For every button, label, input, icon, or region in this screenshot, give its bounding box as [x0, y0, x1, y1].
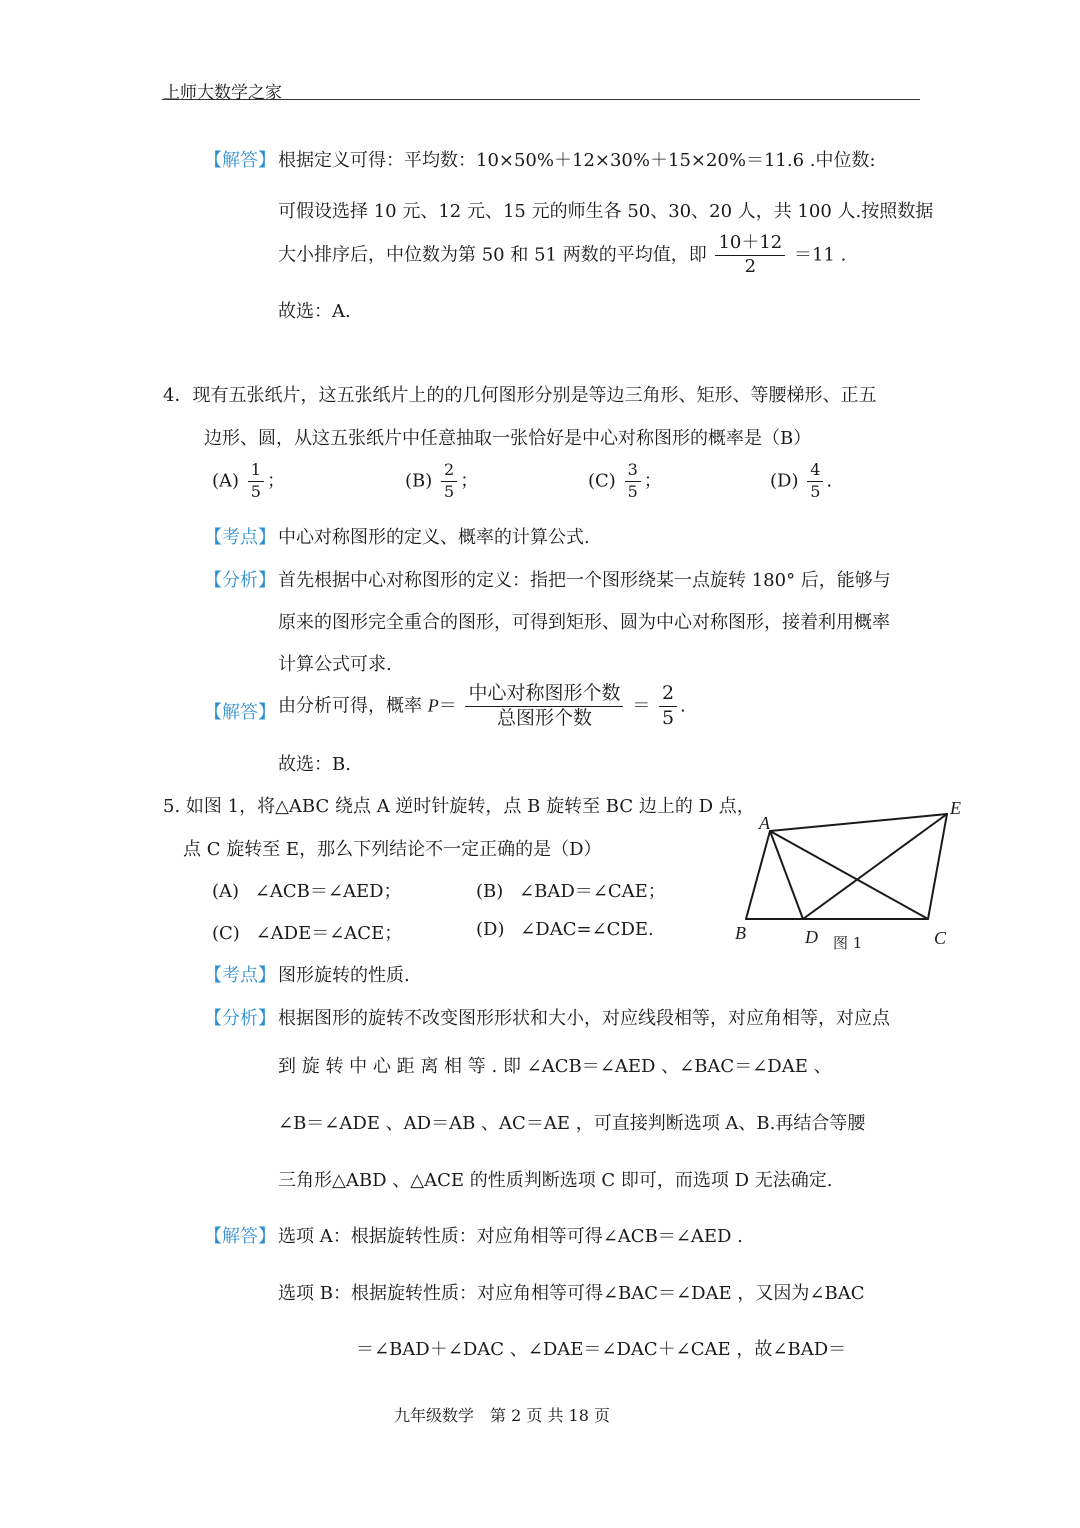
q4-option-d	[770, 462, 832, 501]
q5-option-a-text: ∠ACB＝∠AED；	[254, 881, 402, 902]
q4-option-a-den: 5	[250, 481, 261, 501]
q4-option-b-fraction	[441, 462, 457, 501]
q4-analysis-line2: 原来的图形完全重合的图形，可得到矩形、圆为中心对称图形，接着利用概率	[278, 612, 890, 633]
q4-option-a-label: (A)	[212, 470, 240, 492]
q5-option-a-label: (A)	[212, 881, 240, 902]
q4-answer-p-symbol: P	[427, 695, 439, 716]
q3-answer-tag: 【解答】	[204, 150, 276, 171]
q4-option-a	[212, 462, 285, 501]
q4-option-d-den: 5	[810, 481, 821, 501]
q3-answer-line1: 根据定义可得：平均数：10×50%＋12×30%＋15×20%＝11.6 .中位数:	[278, 150, 876, 171]
q4-option-b-end: ；	[460, 470, 479, 492]
q3-median-fraction	[715, 234, 785, 277]
q3-answer-line3	[278, 234, 846, 277]
point-label-e: E	[950, 798, 961, 818]
q3-answer-line3-suffix: ＝11 .	[793, 244, 847, 266]
q4-option-c-end: ；	[643, 470, 662, 492]
q4-choice: 故选：B.	[278, 754, 351, 775]
q4-option-b-num: 2	[441, 462, 457, 482]
q5-answer-line3: ＝∠BAD＋∠DAC 、∠DAE＝∠DAC＋∠CAE ，故∠BAD＝	[356, 1339, 847, 1360]
q4-result-denominator: 5	[661, 706, 675, 729]
q4-answer-prefix: 由分析可得，概率	[278, 695, 422, 717]
q5-option-b-label: (B)	[476, 881, 504, 902]
q5-point-text: 图形旋转的性质.	[278, 965, 410, 986]
q3-answer-line2: 可假设选择 10 元、12 元、15 元的师生各 50、30、20 人，共 100 人.按照数据	[278, 201, 934, 222]
segment-ab	[746, 831, 770, 919]
q5-stem-line1: 5. 如图 1，将△ABC 绕点 A 逆时针旋转，点 B 旋转至 BC 边上的 D 点，	[163, 796, 755, 817]
q5-option-c	[212, 919, 402, 945]
q5-answer-line2: 选项 B：根据旋转性质：对应角相等可得∠BAC＝∠DAE ，又因为∠BAC	[278, 1283, 865, 1304]
q4-probability-denominator: 总图形个数	[496, 706, 592, 729]
q4-option-a-num: 1	[248, 462, 264, 482]
q4-answer-formula	[278, 684, 686, 729]
q4-option-c-fraction	[625, 462, 641, 501]
q4-analysis-line3: 计算公式可求.	[278, 654, 392, 675]
q5-analysis-line1: 根据图形的旋转不改变图形形状和大小，对应线段相等，对应角相等，对应点	[278, 1008, 890, 1029]
q5-option-a	[212, 877, 402, 903]
q4-answer-period: .	[680, 695, 686, 717]
q4-option-c	[588, 462, 662, 501]
q5-option-c-label: (C)	[212, 923, 240, 944]
q4-answer-equals-2: ＝	[632, 695, 651, 717]
q4-result-numerator: 2	[659, 684, 677, 707]
q4-option-d-num: 4	[807, 462, 823, 482]
q4-analysis-line1: 首先根据中心对称图形的定义：指把一个图形绕某一点旋转 180° 后，能够与	[278, 570, 891, 591]
q4-option-d-end: .	[826, 470, 833, 492]
q4-answer-tag: 【解答】	[204, 702, 276, 723]
q4-option-b	[405, 462, 478, 501]
segment-de	[803, 814, 947, 919]
q3-choice: 故选：A.	[278, 301, 351, 322]
q4-stem-line2: 边形、圆，从这五张纸片中任意抽取一张恰好是中心对称图形的概率是（B）	[204, 428, 812, 449]
q4-option-a-end: ；	[266, 470, 285, 492]
q5-analysis-tag: 【分析】	[204, 1008, 276, 1029]
point-label-b: B	[735, 923, 746, 943]
q3-fraction-denominator: 2	[744, 255, 757, 277]
segment-ce	[928, 814, 947, 919]
q4-probability-numerator: 中心对称图形个数	[465, 684, 623, 707]
q4-option-a-fraction	[248, 462, 264, 501]
q5-option-d-text: ∠DAC=∠CDE.	[520, 919, 654, 940]
q5-figure-1	[725, 795, 965, 955]
point-label-a: A	[759, 813, 770, 833]
q5-option-b	[476, 877, 666, 903]
header-rule	[162, 99, 920, 100]
q5-option-d-label: (D)	[476, 919, 505, 940]
page-header-title: 上师大数学之家	[163, 83, 282, 103]
q4-stem-line1: 4．现有五张纸片，这五张纸片上的的几何图形分别是等边三角形、矩形、等腰梯形、正五	[163, 385, 877, 406]
segment-ad	[770, 831, 803, 919]
q5-analysis-line3: ∠B＝∠ADE 、AD＝AB 、AC＝AE ，可直接判断选项 A、B.再结合等腰	[278, 1113, 866, 1134]
q4-analysis-tag: 【分析】	[204, 570, 276, 591]
q4-option-c-label: (C)	[588, 470, 616, 492]
segment-ae	[770, 814, 947, 831]
q4-option-c-num: 3	[625, 462, 641, 482]
q3-answer-line3-prefix: 大小排序后，中位数为第 50 和 51 两数的平均值，即	[278, 244, 707, 266]
q4-option-c-den: 5	[627, 481, 638, 501]
q5-answer-line1: 选项 A：根据旋转性质：对应角相等可得∠ACB＝∠AED .	[278, 1226, 743, 1247]
q4-answer-equals: ＝	[438, 695, 457, 717]
q5-option-d	[476, 919, 654, 940]
q4-option-d-label: (D)	[770, 470, 799, 492]
figure-caption: 图 1	[833, 934, 863, 952]
q4-point-tag: 【考点】	[204, 527, 276, 548]
q5-option-c-text: ∠ADE＝∠ACE；	[255, 923, 403, 944]
q4-option-b-label: (B)	[405, 470, 433, 492]
q5-stem-line2: 点 C 旋转至 E，那么下列结论不一定正确的是（D）	[183, 839, 602, 860]
page-footer: 九年级数学 第 2 页 共 18 页	[394, 1406, 610, 1425]
q5-point-tag: 【考点】	[204, 965, 276, 986]
q5-analysis-line4: 三角形△ABD 、△ACE 的性质判断选项 C 即可，而选项 D 无法确定.	[278, 1170, 833, 1191]
point-label-c: C	[934, 928, 947, 948]
q4-probability-fraction	[465, 684, 623, 729]
q5-answer-tag: 【解答】	[204, 1226, 276, 1247]
q4-probability-result	[659, 684, 677, 729]
q4-option-d-fraction	[807, 462, 823, 501]
point-label-d: D	[805, 927, 818, 947]
q5-option-b-text: ∠BAD＝∠CAE；	[519, 881, 666, 902]
q4-point-text: 中心对称图形的定义、概率的计算公式.	[278, 527, 590, 548]
q5-analysis-line2: 到 旋 转 中 心 距 离 相 等 . 即 ∠ACB＝∠AED 、∠BAC＝∠DAE 、	[278, 1056, 832, 1077]
q3-fraction-numerator: 10＋12	[715, 234, 785, 256]
q4-option-b-den: 5	[444, 481, 455, 501]
